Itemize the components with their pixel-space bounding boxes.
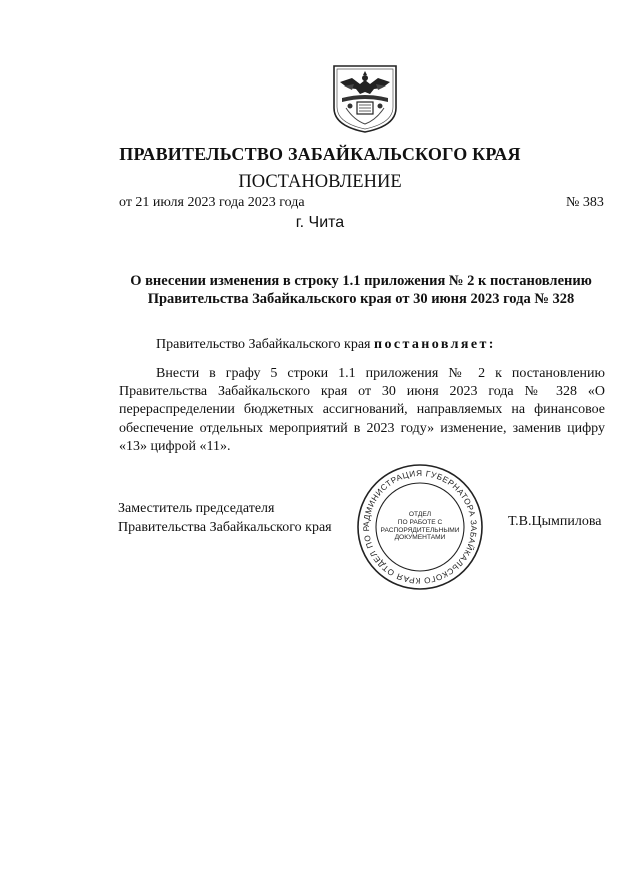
stamp-center-text [379,511,461,542]
stamp-center-line-3: РАСПОРЯДИТЕЛЬНЫМИ [380,526,460,534]
government-name: ПРАВИТЕЛЬСТВО ЗАБАЙКАЛЬСКОГО КРАЯ [119,144,521,164]
official-stamp [355,462,485,592]
document-subject [118,272,604,308]
preamble [156,337,496,353]
document-type: ПОСТАНОВЛЕНИЕ [238,172,402,192]
preamble-verb: постановляет: [373,337,496,352]
document-city: г. Чита [295,214,345,231]
stamp-center-line-4: ДОКУМЕНТАМИ [394,534,446,542]
stamp-center-line-2: ПО РАБОТЕ С [397,518,443,526]
signatory-role-line-1: Заместитель председателя [118,501,275,516]
resolution-paragraph: Внести в графу 5 строки 1.1 приложения № 2 к постановлению Правительства Забайкальского края от 30 июня 2023 года № 328 «О перераспределении бюджетных ассигнований, направляемых на финансовое обеспечение отдельных мероприятий в 2023 году» изменение, заменив цифру «13» цифрой «11». [119,366,605,454]
coat-of-arms-eagle-icon [330,62,400,134]
document-date: от 21 июля 2023 года 2023 года [119,195,305,210]
preamble-subject: Правительство Забайкальского края [156,337,371,352]
signatory-role-line-2: Правительства Забайкальского края [118,519,332,535]
signatory-name: Т.В.Цымпилова [508,514,602,529]
signatory-role [118,500,332,537]
subject-line-2: Правительства Забайкальского края от 30 июня 2023 года № 328 [147,291,575,307]
document-number: № 383 [566,195,604,210]
subject-line-1: О внесении изменения в строку 1.1 приложения № 2 к постановлению [130,273,592,289]
stamp-center-line-1: ОТДЕЛ [408,511,432,518]
stamp-ring-text: АДМИНИСТРАЦИЯ ГУБЕРНАТОРА ЗАБАЙКАЛЬСКОГО КРАЯ ОТДЕЛ ПО Р [361,468,479,586]
